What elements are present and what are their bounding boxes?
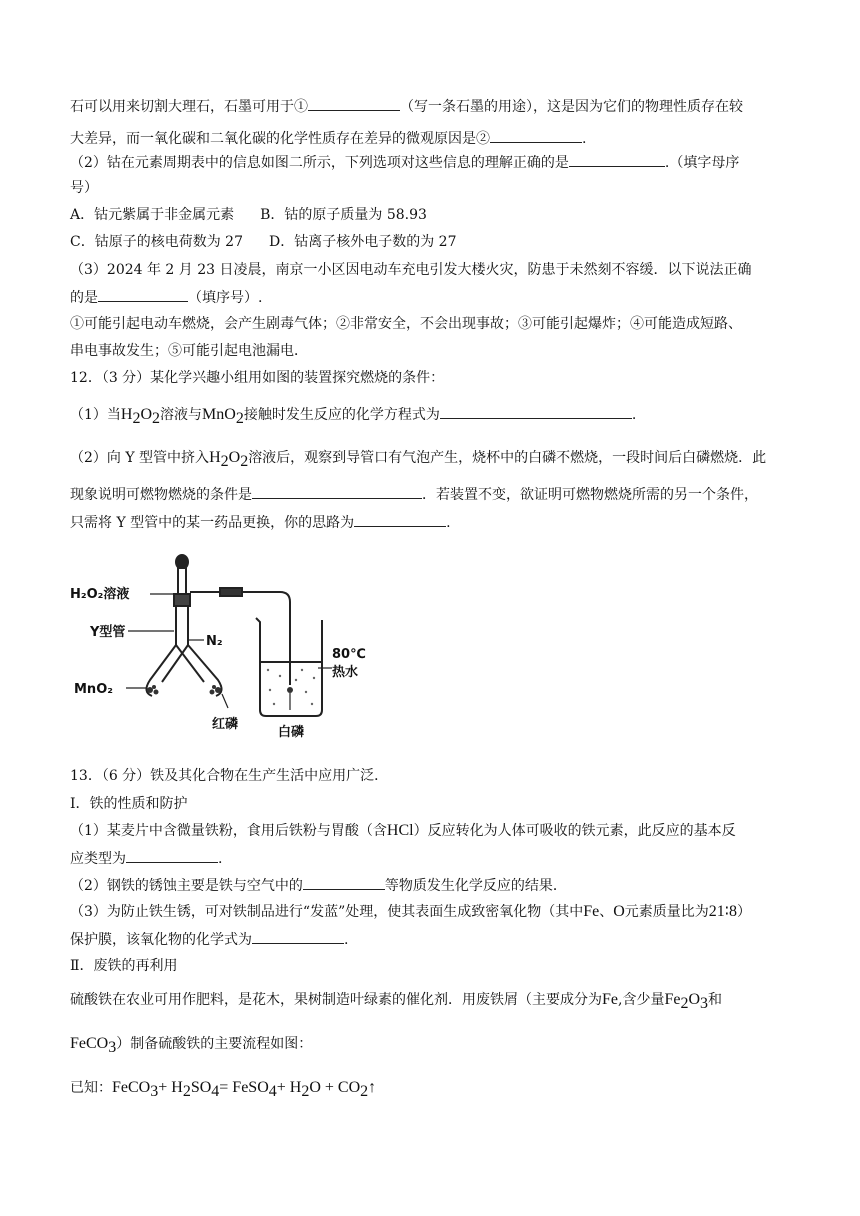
text-line: 只需将 Y 型管中的某一药品更换，你的思路为 . (70, 512, 451, 533)
option-c: C．钴原子的核电荷数为 27 (70, 234, 243, 250)
hot-water-label: 热水 (332, 665, 359, 680)
white-phosphorus-label: 白磷 (278, 725, 305, 740)
h2o2-solution-label: H₂O₂溶液 (70, 587, 130, 602)
answer-blank[interactable] (569, 152, 665, 167)
answer-blank[interactable] (252, 929, 344, 944)
section-heading: Ⅱ．废铁的再利用 (70, 958, 178, 974)
answer-blank[interactable] (303, 875, 385, 890)
equation-line: 已知：FeCO$_3$+ $H_2SO_4=$ FeSO$_4$+ $H_2O$ + $CO_2↑$ (70, 1079, 377, 1100)
n2-label: N₂ (206, 634, 223, 649)
text-line: 的是 （填序号）. (70, 287, 262, 308)
text-line: 大差异，而一氧化碳和二氧化碳的化学性质存在差异的微观原因是② . (70, 128, 586, 149)
answer-blank[interactable] (98, 287, 188, 302)
text-line: （2）向 Y 型管中挤入$H_2O_2$溶液后，观察到导管口有气泡产生，烧杯中的白磷不燃烧，一段时间后白磷燃烧．此 (70, 449, 767, 470)
option-row (70, 232, 456, 252)
answer-blank[interactable] (490, 128, 582, 143)
text-line: （2）钢铁的锈蚀主要是铁与空气中的 等物质发生化学反应的结果． (70, 875, 567, 896)
section-heading: Ⅰ．铁的性质和防护 (70, 796, 188, 812)
answer-blank[interactable] (126, 848, 218, 863)
answer-blank[interactable] (252, 484, 422, 499)
answer-blank[interactable] (440, 404, 632, 419)
temperature-label: 80℃ (332, 647, 366, 662)
text-line: （1）某麦片中含微量铁粉，食用后铁粉与胃酸（含HCl）反应转化为人体可吸收的铁元素，此反应的基本反 (70, 822, 736, 839)
text-line: 硫酸铁在农业可用作肥料，是花木，果树制造叶绿素的催化剂．用废铁屑（主要成分为Fe,含少量$Fe_2O_3$和 (70, 991, 723, 1012)
text-line: （3）2024 年 2 月 23 日凌晨，南京一小区因电动车充电引发大楼火灾，防患于未然刻不容缓．以下说法正确 (70, 262, 752, 278)
mno2-label: MnO₂ (74, 682, 113, 697)
combustion-apparatus-diagram (70, 550, 370, 750)
option-b: B．钴的原子质量为 58.93 (260, 207, 427, 223)
text-line: 现象说明可燃物燃烧的条件是 ．若装置不变，欲证明可燃物燃烧所需的另一个条件， (70, 484, 758, 505)
y-tube-label: Y型管 (90, 625, 126, 640)
text-line: 号） (70, 180, 98, 196)
question-heading: 12．（3 分）某化学兴趣小组用如图的装置探究燃烧的条件： (70, 370, 445, 386)
text-line: FeCO$_3$）制备硫酸铁的主要流程如图： (70, 1035, 313, 1056)
text-line: 应类型为 . (70, 848, 222, 869)
text-line: 串电事故发生；⑤可能引起电池漏电． (70, 343, 308, 359)
option-row (70, 205, 427, 225)
answer-blank[interactable] (308, 96, 400, 111)
text-line: ①可能引起电动车燃烧，会产生剧毒气体；②非常安全，不会出现事故；③可能引起爆炸；④可能造成短路、 (70, 316, 742, 332)
text-line: （2）钴在元素周期表中的信息如图二所示，下列选项对这些信息的理解正确的是 .（填字母序 (70, 152, 739, 173)
text-line: 保护膜，该氧化物的化学式为 . (70, 929, 348, 950)
answer-blank[interactable] (354, 512, 446, 527)
text-line: （3）为防止铁生锈，可对铁制品进行“发蓝”处理，使其表面生成致密氧化物（其中Fe、O元素质量比为21∶8） (70, 903, 751, 920)
text-line: 石可以用来切割大理石，石墨可用于① （写一条石墨的用途），这是因为它们的物理性质存在较 (70, 96, 743, 117)
text-line: （1）当$H_2O_2$溶液与MnO$_2$接触时发生反应的化学方程式为 . (70, 406, 637, 427)
question-heading: 13．（6 分）铁及其化合物在生产生活中应用广泛． (70, 768, 389, 784)
red-phosphorus-label: 红磷 (212, 717, 239, 732)
option-d: D．钴离子核外电子数的为 27 (268, 234, 457, 250)
option-a: A．钴元紫属于非金属元素 (70, 207, 235, 223)
